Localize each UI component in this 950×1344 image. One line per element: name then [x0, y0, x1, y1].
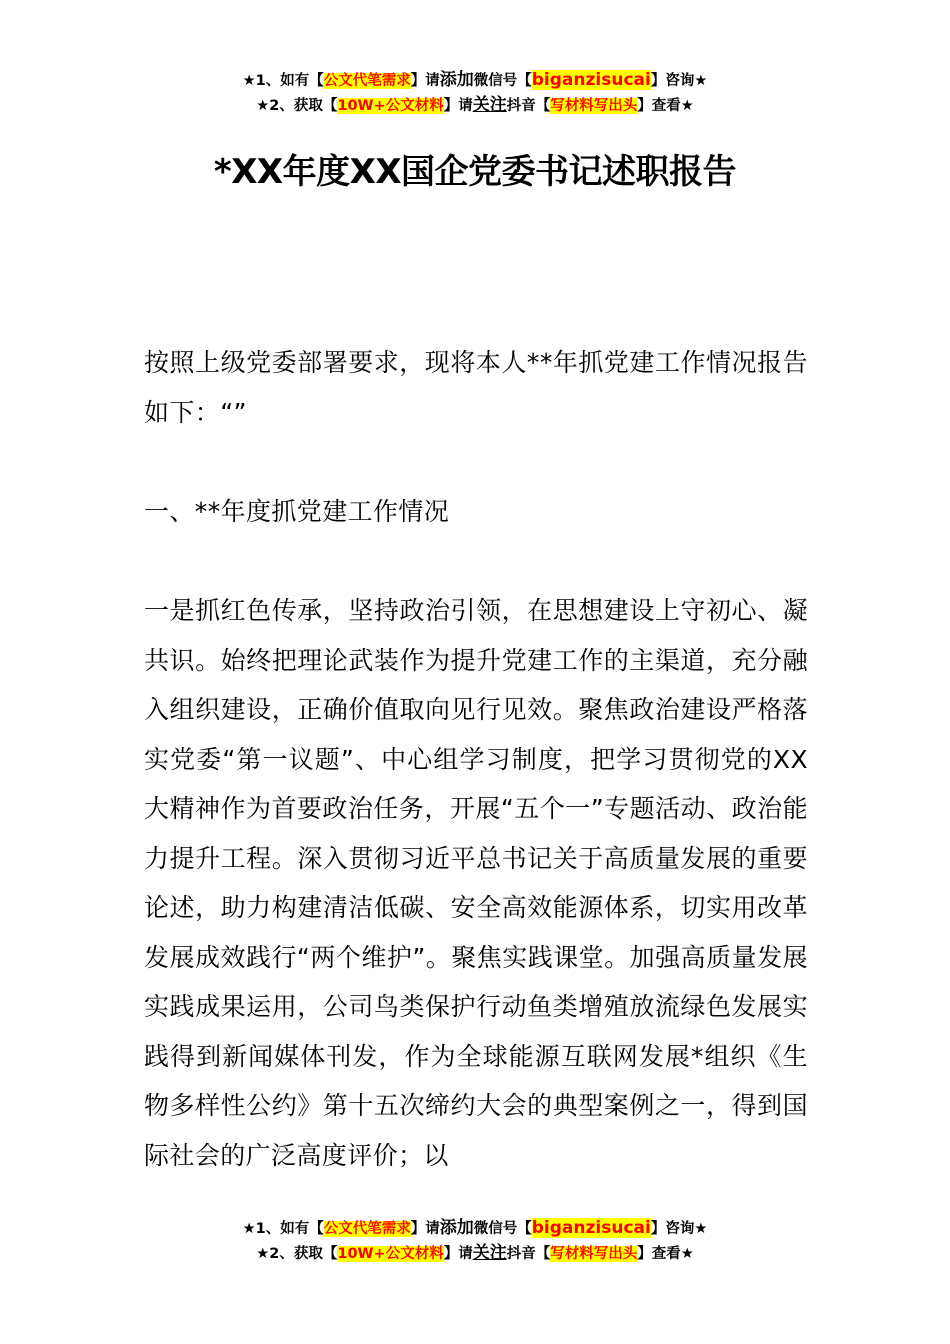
banner-highlight: 公文代笔需求 — [323, 73, 411, 89]
banner-text: ★1、如有【 — [242, 73, 324, 89]
banner-highlight: 10W+公文材料 — [337, 98, 444, 114]
banner-text: 抖音【 — [506, 1246, 551, 1262]
banner-highlight: 10W+公文材料 — [337, 1246, 444, 1262]
banner-emphasis: 关注 — [472, 1243, 507, 1263]
banner-text: ★2、获取【 — [256, 1246, 338, 1262]
banner-emphasis: 添加 — [439, 70, 474, 90]
banner-text: 】查看★ — [637, 98, 694, 114]
intro-paragraph: 按照上级党委部署要求，现将本人**年抓党建工作情况报告如下：“” — [144, 348, 808, 427]
body-paragraph: 一是抓红色传承，坚持政治引领，在思想建设上守初心、凝共识。始终把理论武装作为提升党建工作的主渠道，充分融入组织建设，正确价值取向见行见效。聚焦政治建设严格落实党委“第一议题”、中心组学习制度，把学习贯彻党的XX大精神作为首要政治任务，开展“五个一”专题活动、政治能力提升工程。深入贯彻习近平总书记关于高质量发展的重要论述，助力构建清洁低碳、安全高效能源体系，切实用改革发展成效践行“两个维护”。聚焦实践课堂。加强高质量发展实践成果运用，公司鸟类保护行动鱼类增殖放流绿色发展实践得到新闻媒体刊发，作为全球能源互联网发展*组织《生物多样性公约》第十五次缔约大会的典型案例之一，得到国际社会的广泛高度评价；以 — [144, 596, 808, 1170]
banner-highlight: 写材料写出头 — [550, 1246, 638, 1262]
footer-banner — [0, 1216, 950, 1266]
banner-line-1 — [0, 68, 950, 93]
banner-emphasis: 添加 — [439, 1218, 474, 1238]
banner-text: ★1、如有【 — [242, 1221, 324, 1237]
banner-highlight: biganzisucai — [531, 70, 651, 90]
banner-line-2 — [0, 93, 950, 118]
banner-text: ★2、获取【 — [256, 98, 338, 114]
banner-text: 抖音【 — [506, 98, 551, 114]
banner-text: 微信号【 — [473, 1221, 532, 1237]
banner-text: 微信号【 — [473, 73, 532, 89]
banner-highlight: 写材料写出头 — [550, 98, 638, 114]
banner-line-2 — [0, 1241, 950, 1266]
banner-text: 】查看★ — [637, 1246, 694, 1262]
banner-text: 】咨询★ — [650, 73, 708, 89]
banner-text: 】咨询★ — [650, 1221, 708, 1237]
banner-text: 】请 — [410, 1221, 440, 1237]
banner-highlight: biganzisucai — [531, 1218, 651, 1238]
section-heading: 一、**年度抓党建工作情况 — [144, 497, 450, 526]
document-title: *XX年度XX国企党委书记述职报告 — [213, 152, 737, 192]
banner-text: 】请 — [443, 1246, 473, 1262]
banner-emphasis: 关注 — [472, 95, 507, 115]
header-banner — [0, 68, 950, 118]
banner-highlight: 公文代笔需求 — [323, 1221, 411, 1237]
banner-line-1 — [0, 1216, 950, 1241]
banner-text: 】请 — [443, 98, 473, 114]
banner-text: 】请 — [410, 73, 440, 89]
